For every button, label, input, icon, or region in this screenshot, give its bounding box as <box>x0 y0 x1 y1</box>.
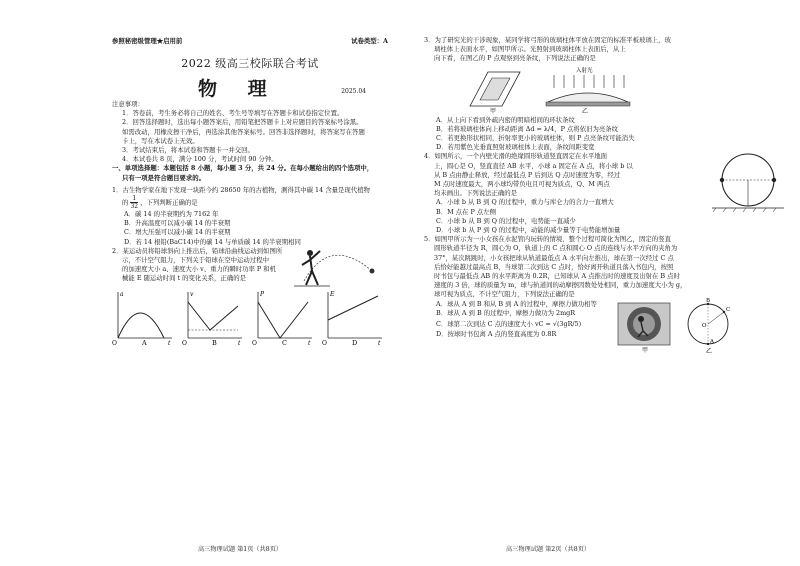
q1-option-b: B．升高温度可以减小碳 14 的半衰期 <box>124 219 231 228</box>
confidential-label: 参照秘密级管理★启用前 <box>112 37 183 45</box>
notes-title: 注意事项： <box>112 100 144 108</box>
graph-a-origin: O <box>112 339 117 346</box>
q4-circle-figure <box>712 152 784 214</box>
q4-stem: 从 B 点由静止释放，经过最低点 P 后到达 Q 点时速度为零，经过 <box>434 170 621 179</box>
right-page <box>400 0 800 566</box>
graph-b-plot <box>182 288 244 346</box>
note-line: 如需改动，用橡皮擦干净后，再选涂其他答案标号。回答非选择题时，将答案写在答题 <box>122 127 365 136</box>
q5-point-b: B <box>706 298 711 305</box>
q1-stem-prefix: 的 <box>122 198 129 207</box>
graph-a-letter: A <box>142 338 147 346</box>
q1-option-d: D．若 14 根铅(BaC14)中的碳 14 与单质碳 14 的半衰期相同 <box>124 237 301 246</box>
graph-c-letter: C <box>282 338 287 346</box>
graph-a-t: t <box>168 339 171 346</box>
exam-date: 2025.04 <box>341 88 366 95</box>
note-line: 4．本试卷共 8 页，满分 100 分，考试时间 90 分钟。 <box>122 155 278 164</box>
q4-stem: 均未画出。下列说法正确的是 <box>434 189 518 198</box>
q5-block <box>424 235 790 356</box>
subject-row <box>112 74 388 100</box>
graph-a <box>112 288 174 346</box>
q3-stem: 向下看，在图乙的 P 点观察到亮条纹，下列说法正确的是 <box>434 54 596 63</box>
q2-stem: 2．某运动员将铅球斜向上推出后，铅球沿曲线运动到如图所 <box>112 246 283 255</box>
q1-stem: 1．古生物学家在地下发现一块距今约 28650 年的古植物，测得其中碳 14 含量是现代植物 <box>112 185 370 194</box>
q3-figures <box>464 66 790 114</box>
q5-option-d: D．按球时书包离 A 点的竖直高度为 0.8R <box>436 330 557 339</box>
q3-label-jia: 甲 <box>490 107 497 114</box>
graph-c-t: t <box>308 339 311 346</box>
graph-d-letter: D <box>352 338 358 346</box>
graph-a-plot <box>112 288 174 346</box>
q1-option-a: A．碳 14 的半衰期约为 7162 年 <box>124 210 219 219</box>
graph-a-axis-label: a <box>120 290 124 298</box>
section-heading-cont: 只有一项是符合题目要求的。 <box>122 173 206 182</box>
q2-stem: 械能 E 随运动时间 t 的变化关系，正确的是 <box>122 274 246 283</box>
graph-c-origin: O <box>252 339 257 346</box>
q1-frac-num: 1 <box>132 195 137 203</box>
q3-label-yi: 乙 <box>582 107 589 114</box>
paper-type-label: 试卷类型：A <box>351 37 388 45</box>
note-line: 卡上，写在本试卷上无效。 <box>122 136 199 145</box>
q5-circle-figure <box>678 297 738 355</box>
graph-c <box>252 288 314 346</box>
q1-fraction <box>130 195 138 210</box>
q1-stem-suffix: ，下列判断正确的是 <box>140 198 198 207</box>
q5-point-c: C <box>726 307 731 314</box>
q5-option-a: A．球从 A 到 B 和从 B 到 A 的过程中，摩擦力做功相等 <box>436 299 597 308</box>
q3-figure-jia <box>464 66 522 114</box>
q5-label-yi: 乙 <box>706 348 713 356</box>
graph-b <box>182 288 244 346</box>
q3-stem: 璃柱体上表面水平，如图甲所示。光照射到玻璃柱体上表面后，从上 <box>434 45 626 54</box>
header-row <box>112 36 388 45</box>
q4-option-d: D．小球 b 从 P 到 Q 的过程中，动能的减少量等于电势能增加量 <box>436 226 621 235</box>
q5-point-a: A <box>710 339 714 346</box>
q5-option-b: B．球从 A 到 B 的过程中，摩擦力做功为 2mgR <box>436 308 576 317</box>
q4-option-c: C．小球 b 从 B 到 Q 的过程中，电势能一直减少 <box>436 216 576 225</box>
graph-d-plot <box>322 288 384 346</box>
q5-stem: 5．如图甲所示为一小女孩在水泥管内玩转的情境，整个过程可简化为图乙，固定的竖直 <box>424 235 671 244</box>
subject-title: 物 理 <box>198 78 279 100</box>
q2-block <box>112 247 388 284</box>
q3-option-b: B．若将玻璃柱体向上移动距离 Δd = λ/4，P 点将依旧为亮条纹 <box>436 124 619 133</box>
q2-stem: 示，不计空气阻力，下列关于铅球在空中运动过程中 <box>122 256 269 265</box>
graph-c-axis-label: P <box>260 290 265 298</box>
graph-b-letter: B <box>212 338 217 346</box>
exam-title: 2022 级高三校际联合考试 <box>181 57 319 70</box>
q3-incident-light-label: 入射光 <box>576 67 593 74</box>
q5-stem: 37°，某次跳跳时，小女孩把球从轨道最低点 A 水平向左推出，球在第一次经过 C 点 <box>434 253 674 262</box>
q3-option-c: C．若更换形状相同，折射率更小的玻璃柱体，则 P 点亮条纹可能消失 <box>436 134 635 143</box>
q5-stem: 时书包与最低点 AB 的水平距离为 0.2R，已知球从 A 点推出时的速度及出射在 B 点时 <box>434 272 680 281</box>
q5-option-c: C．球第二次到达 C 点的速度大小 vC = √(3gR/5) <box>436 320 582 329</box>
graph-d-t: t <box>378 339 381 346</box>
q5-stem: 圆形轨道半径为 R，圆心为 O，轨道上的 C 点和圆心 O 点的连线与水平方向的夹角为 <box>434 244 678 253</box>
q4-option-a: A．小球 b 从 B 到 Q 的过程中，重力与库仑力的合力一直增大 <box>436 198 614 207</box>
graph-d-axis-label: E <box>330 290 335 298</box>
q4-stem: M 点时速度最大，两小球均带负电且可视为质点，Q、M 两点 <box>434 180 610 189</box>
q1-option-c: C．增大压强可以减小碳 14 的半衰期 <box>124 228 231 237</box>
q2-graphs <box>112 288 388 346</box>
q4-stem: 4．如图所示，一个内壁光滑的绝缘圆形轨道竖直固定在水平地面 <box>424 152 608 161</box>
q4-option-b: B．M 点在 P 点左侧 <box>436 207 496 216</box>
graph-d-origin: O <box>322 339 327 346</box>
right-footer: 高三物理试题 第2页（共8页） <box>506 546 591 553</box>
shot-put-figure <box>290 241 388 289</box>
graph-c-plot <box>252 288 314 346</box>
note-line: 3．考试结束后，将本试卷和答题卡一并交回。 <box>122 146 254 155</box>
q5-label-jia: 甲 <box>642 347 649 354</box>
section-heading: 一、单项选择题：本题包括 8 小题，每小题 3 分，共 24 分。在每小题给出的四个选项中， <box>112 164 374 173</box>
q4-block <box>424 152 790 235</box>
q2-stem: 的加速度大小 a、速度大小 v、重力的瞬时功率 P 和机 <box>122 265 277 274</box>
note-line: 1．答卷前，考生务必将自己的姓名、考生号等填写在答题卡和试卷指定位置。 <box>122 109 344 118</box>
graph-b-axis-label: v <box>190 290 194 298</box>
q3-option-d: D．若用紫色光垂直照射玻璃柱体上表面，条纹间距变宽 <box>436 143 595 152</box>
q3-stem: 3．为了研究光的干涉现象，某同学将弓形的玻璃柱体平放在固定的标准平板玻璃上，玻 <box>424 36 671 44</box>
q1-frac-den: 32 <box>130 203 139 211</box>
graph-d <box>322 288 384 346</box>
left-footer: 高三物理试题 第1页（共8页） <box>198 546 283 553</box>
q3-figure-yi <box>542 66 632 114</box>
q5-point-o: O <box>702 323 707 330</box>
q5-stem: 速度的 3 倍，球的质量为 m，球与轨道间的动摩擦因数处处相同，重力加速度大小为 g， <box>434 281 687 290</box>
graph-b-origin: O <box>182 339 187 346</box>
q3-option-a: A．从上向下看到外疏内密的明暗相间的环状条纹 <box>436 115 575 124</box>
q5-stem: 球可视为质点，不计空气阻力，下列说法正确的是 <box>434 290 575 299</box>
q5-photo-figure <box>616 301 672 353</box>
graph-b-t: t <box>238 339 241 346</box>
note-line: 2．回答选择题时，选出每小题答案后，用铅笔把答题卡上对应题目的答案标号涂黑。 <box>122 118 363 127</box>
q5-stem: 后恰好能越过最高点 B，当球第二次到达 C 点时，恰好离开轨道且落入书包内，按照 <box>434 262 674 271</box>
q4-stem: 上，圆心是 O，竖直直径 AB 水平，小球 a 固定在 A 点，将小球 b 以 <box>434 161 633 170</box>
q1-stem-fraction-line <box>112 195 388 210</box>
